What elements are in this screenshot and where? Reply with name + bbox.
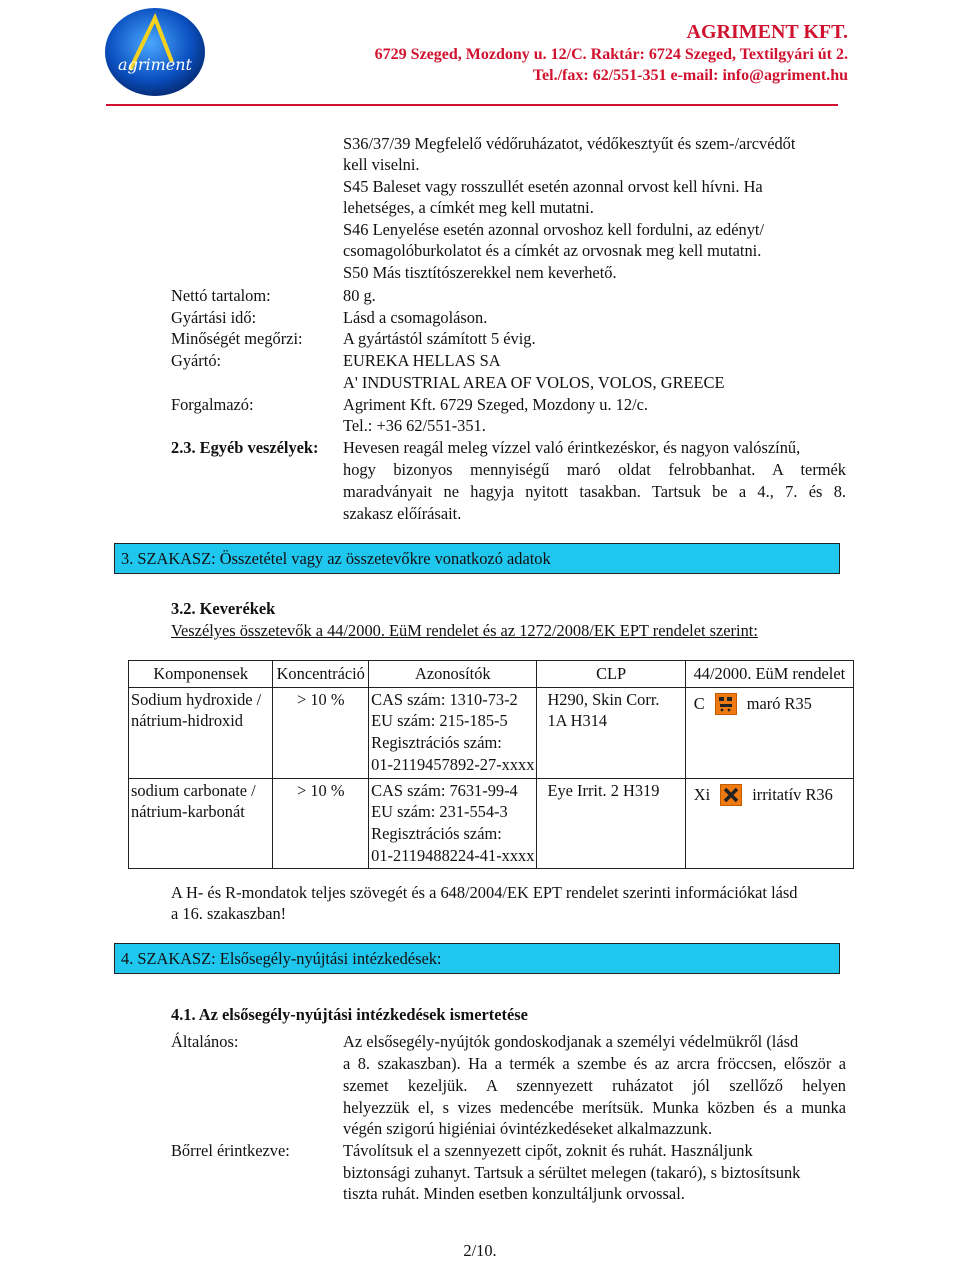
component-cell: sodium carbonate / nátrium-karbonát xyxy=(129,778,273,869)
s-phrase-line: S45 Baleset vagy rosszullét esetén azonnal orvost kell hívni. Ha xyxy=(343,177,763,196)
table-header-cell: CLP xyxy=(537,661,685,688)
gyartasi-label: Gyártási idő: xyxy=(171,308,257,327)
hr-note-line: a 16. szakaszban! xyxy=(171,904,287,923)
other-hazards-line: hogy bizonyos mennyiségű maró oldat felrobbanhat. A termék xyxy=(343,460,846,479)
minoseg-label: Minőségét megőrzi: xyxy=(171,329,303,348)
s-phrase-line: S46 Lenyelése esetén azonnal orvoshoz kell fordulni, az edényt/ xyxy=(343,220,765,239)
table-header-cell: Koncentráció xyxy=(273,661,369,688)
page-number: 2/10. xyxy=(463,1241,497,1260)
classification-cell xyxy=(685,778,853,869)
forgalmazo-value: Agriment Kft. 6729 Szeged, Mozdony u. 12/c. xyxy=(343,395,648,414)
s-phrase-line: S50 Más tisztítószerekkel nem keverhető. xyxy=(343,263,617,282)
section4-title: 4. SZAKASZ: Elsősegély-nyújtási intézkedések: xyxy=(121,949,442,968)
forgalmazo-phone: Tel.: +36 62/551-351. xyxy=(343,416,486,435)
header-divider xyxy=(106,104,838,106)
risk-phrase: maró R35 xyxy=(746,693,812,713)
section3-title: 3. SZAKASZ: Összetétel vagy az összetevőkre vonatkozó adatok xyxy=(121,549,551,568)
general-label: Általános: xyxy=(171,1032,239,1051)
components-table xyxy=(128,660,854,869)
gyarto-label: Gyártó: xyxy=(171,351,222,370)
s-phrase-line: kell viselni. xyxy=(343,155,420,174)
hr-note-line: A H- és R-mondatok teljes szövegét és a 648/2004/EK EPT rendelet szerinti információkat lásd xyxy=(171,883,798,902)
company-contact: Tel./fax: 62/551-351 e-mail: info@agriment.hu xyxy=(532,67,848,84)
company-block xyxy=(375,20,848,86)
gyartasi-value: Lásd a csomagoláson. xyxy=(343,308,488,327)
company-address: 6729 Szeged, Mozdony u. 12/C. Raktár: 6724 Szeged, Textilgyári út 2. xyxy=(374,46,848,63)
table-header-cell: 44/2000. EüM rendelet xyxy=(685,661,853,688)
netto-label: Nettó tartalom: xyxy=(171,286,271,305)
company-logo xyxy=(100,0,210,100)
section4-subtitle: 4.1. Az elsősegély-nyújtási intézkedések ismertetése xyxy=(171,1005,528,1024)
section4-header xyxy=(114,943,840,974)
table-header-row xyxy=(129,661,854,688)
general-line: Az elsősegély-nyújtók gondoskodjanak a személyi védelmükről (lásd xyxy=(343,1032,799,1051)
risk-phrase: irritatív R36 xyxy=(752,784,833,804)
section3-subtitle: 3.2. Keverékek xyxy=(171,599,276,618)
netto-value: 80 g. xyxy=(343,286,376,305)
table-row xyxy=(129,778,854,869)
concentration-cell: > 10 % xyxy=(273,778,369,869)
concentration-cell: > 10 % xyxy=(273,687,369,778)
clp-cell: Eye Irrit. 2 H319 xyxy=(537,778,685,869)
classification-cell xyxy=(685,687,853,778)
s-phrase-line: csomagolóburkolatot és a címkét az orvosnak meg kell mutatni. xyxy=(343,241,762,260)
other-hazards-line: Hevesen reagál meleg vízzel való érintkezéskor, és nagyon valószínű, xyxy=(343,438,801,457)
other-hazards-line: szakasz előírásait. xyxy=(343,504,462,523)
other-hazards-line: maradványait ne hagyja nyitott tasakban. Tartsuk be a 4., 7. és 8. xyxy=(343,482,846,501)
gyarto-value: EUREKA HELLAS SA xyxy=(343,351,501,370)
section3-intro: Veszélyes összetevők a 44/2000. EüM rendelet és az 1272/2008/EK EPT rendelet szerint: xyxy=(171,621,758,640)
minoseg-value: A gyártástól számított 5 évig. xyxy=(343,329,536,348)
symbol-code: C xyxy=(693,693,705,713)
skin-line: tiszta ruhát. Minden esetben konzultáljunk orvossal. xyxy=(343,1184,685,1203)
general-line: a 8. szakaszban). Ha a termék a szembe és az arcra fröccsen, először a xyxy=(343,1054,846,1073)
irritant-x-icon xyxy=(720,784,742,806)
forgalmazo-label: Forgalmazó: xyxy=(171,395,254,414)
skin-label: Bőrrel érintkezve: xyxy=(171,1141,290,1160)
clp-cell: H290, Skin Corr. 1A H314 xyxy=(537,687,685,778)
general-line: szemet kezeljük. A szennyezett ruházatot jól szellőző helyen xyxy=(343,1076,846,1095)
gyarto-address: A' INDUSTRIAL AREA OF VOLOS, VOLOS, GREECE xyxy=(343,373,725,392)
other-hazards-label: 2.3. Egyéb veszélyek: xyxy=(171,438,319,457)
logo-text: agriment xyxy=(118,55,192,74)
skin-line: Távolítsuk el a szennyezett cipőt, zoknit és ruhát. Használjunk xyxy=(343,1141,753,1160)
general-line: végén szigorú higiéniai óvintézkedéseket alkalmazzunk. xyxy=(343,1119,713,1138)
symbol-code: Xi xyxy=(693,784,711,804)
table-header-cell: Azonosítók xyxy=(369,661,537,688)
s-phrase-line: S36/37/39 Megfelelő védőruházatot, védőkesztyűt és szem-/arcvédőt xyxy=(343,134,796,153)
s-phrase-line: lehetséges, a címkét meg kell mutatni. xyxy=(343,198,594,217)
component-cell: Sodium hydroxide / nátrium-hidroxid xyxy=(129,687,273,778)
corrosive-icon xyxy=(715,693,737,715)
skin-line: biztonsági zuhanyt. Tartsuk a sérültet melegen (takaró), s biztosítsunk xyxy=(343,1163,801,1182)
section3-header xyxy=(114,543,840,574)
table-header-cell: Komponensek xyxy=(129,661,273,688)
general-line: helyezzük el, s vizes medencébe merítsük. Munka közben és a munka xyxy=(343,1098,846,1117)
identifiers-cell: CAS szám: 7631-99-4 EU szám: 231-554-3 Regisztrációs szám: 01-2119488224-41-xxxx xyxy=(369,778,537,869)
table-row xyxy=(129,687,854,778)
company-name: AGRIMENT KFT. xyxy=(686,21,848,43)
identifiers-cell: CAS szám: 1310-73-2 EU szám: 215-185-5 Regisztrációs szám: 01-2119457892-27-xxxx xyxy=(369,687,537,778)
